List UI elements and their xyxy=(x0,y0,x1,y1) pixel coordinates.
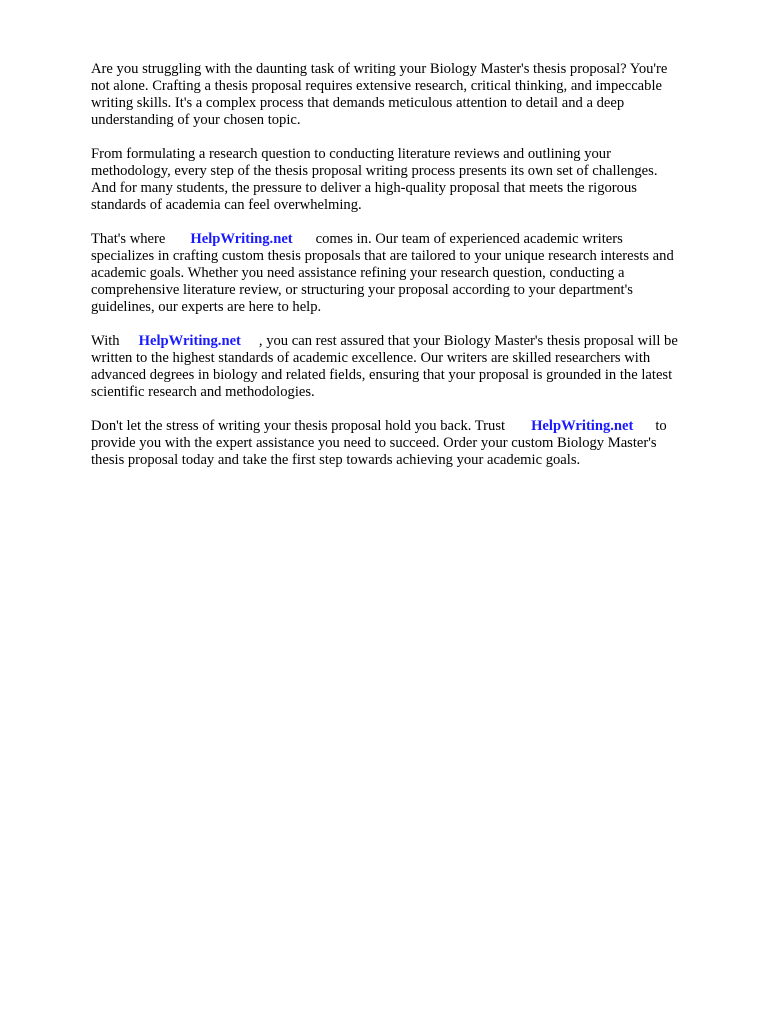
line-start-text: Don't let the stress of writing your thesis proposal hold you back. Trust xyxy=(91,418,506,434)
text-line xyxy=(91,418,725,435)
paragraph-challenges xyxy=(91,146,725,214)
helpwriting-link[interactable]: HelpWriting.net xyxy=(190,231,293,247)
text-line: From formulating a research question to conducting literature reviews and outlining your xyxy=(91,146,611,162)
line-end-text: , you can rest assured that your Biology Master's thesis proposal will be xyxy=(258,333,678,349)
text-line: understanding of your chosen topic. xyxy=(91,112,301,128)
line-end-text: to xyxy=(655,418,667,434)
line-start-text: That's where xyxy=(91,231,166,247)
text-line: academic goals. Whether you need assistance refining your research question, conducting a xyxy=(91,265,625,281)
document-body xyxy=(91,61,725,486)
text-line: guidelines, our experts are here to help. xyxy=(91,299,322,315)
text-line: written to the highest standards of academic excellence. Our writers are skilled researchers with xyxy=(91,350,651,366)
text-line: advanced degrees in biology and related fields, ensuring that your proposal is grounded in the latest xyxy=(91,367,673,383)
text-line: standards of academia can feel overwhelming. xyxy=(91,197,362,213)
paragraph-quality xyxy=(91,333,725,401)
text-line: Are you struggling with the daunting task of writing your Biology Master's thesis proposal? You're xyxy=(91,61,668,77)
text-line xyxy=(91,333,725,350)
paragraph-closing xyxy=(91,418,725,469)
text-line: thesis proposal today and take the first step towards achieving your academic goals. xyxy=(91,452,581,468)
text-line: specializes in crafting custom thesis proposals that are tailored to your unique research interests and xyxy=(91,248,674,264)
text-line: not alone. Crafting a thesis proposal requires extensive research, critical thinking, and impeccable xyxy=(91,78,662,94)
text-line: And for many students, the pressure to deliver a high-quality proposal that meets the rigorous xyxy=(91,180,637,196)
paragraph-service xyxy=(91,231,725,316)
text-line xyxy=(91,231,725,248)
line-start-text: With xyxy=(91,333,120,349)
line-end-text: comes in. Our team of experienced academic writers xyxy=(315,231,623,247)
text-line: writing skills. It's a complex process that demands meticulous attention to detail and a deep xyxy=(91,95,625,111)
text-line: scientific research and methodologies. xyxy=(91,384,315,400)
text-line: provide you with the expert assistance you need to succeed. Order your custom Biology Master's xyxy=(91,435,657,451)
helpwriting-link[interactable]: HelpWriting.net xyxy=(138,333,241,349)
text-line: methodology, every step of the thesis proposal writing process presents its own set of challenges. xyxy=(91,163,658,179)
text-line: comprehensive literature review, or structuring your proposal according to your department's xyxy=(91,282,633,298)
helpwriting-link[interactable]: HelpWriting.net xyxy=(531,418,634,434)
paragraph-intro xyxy=(91,61,725,129)
